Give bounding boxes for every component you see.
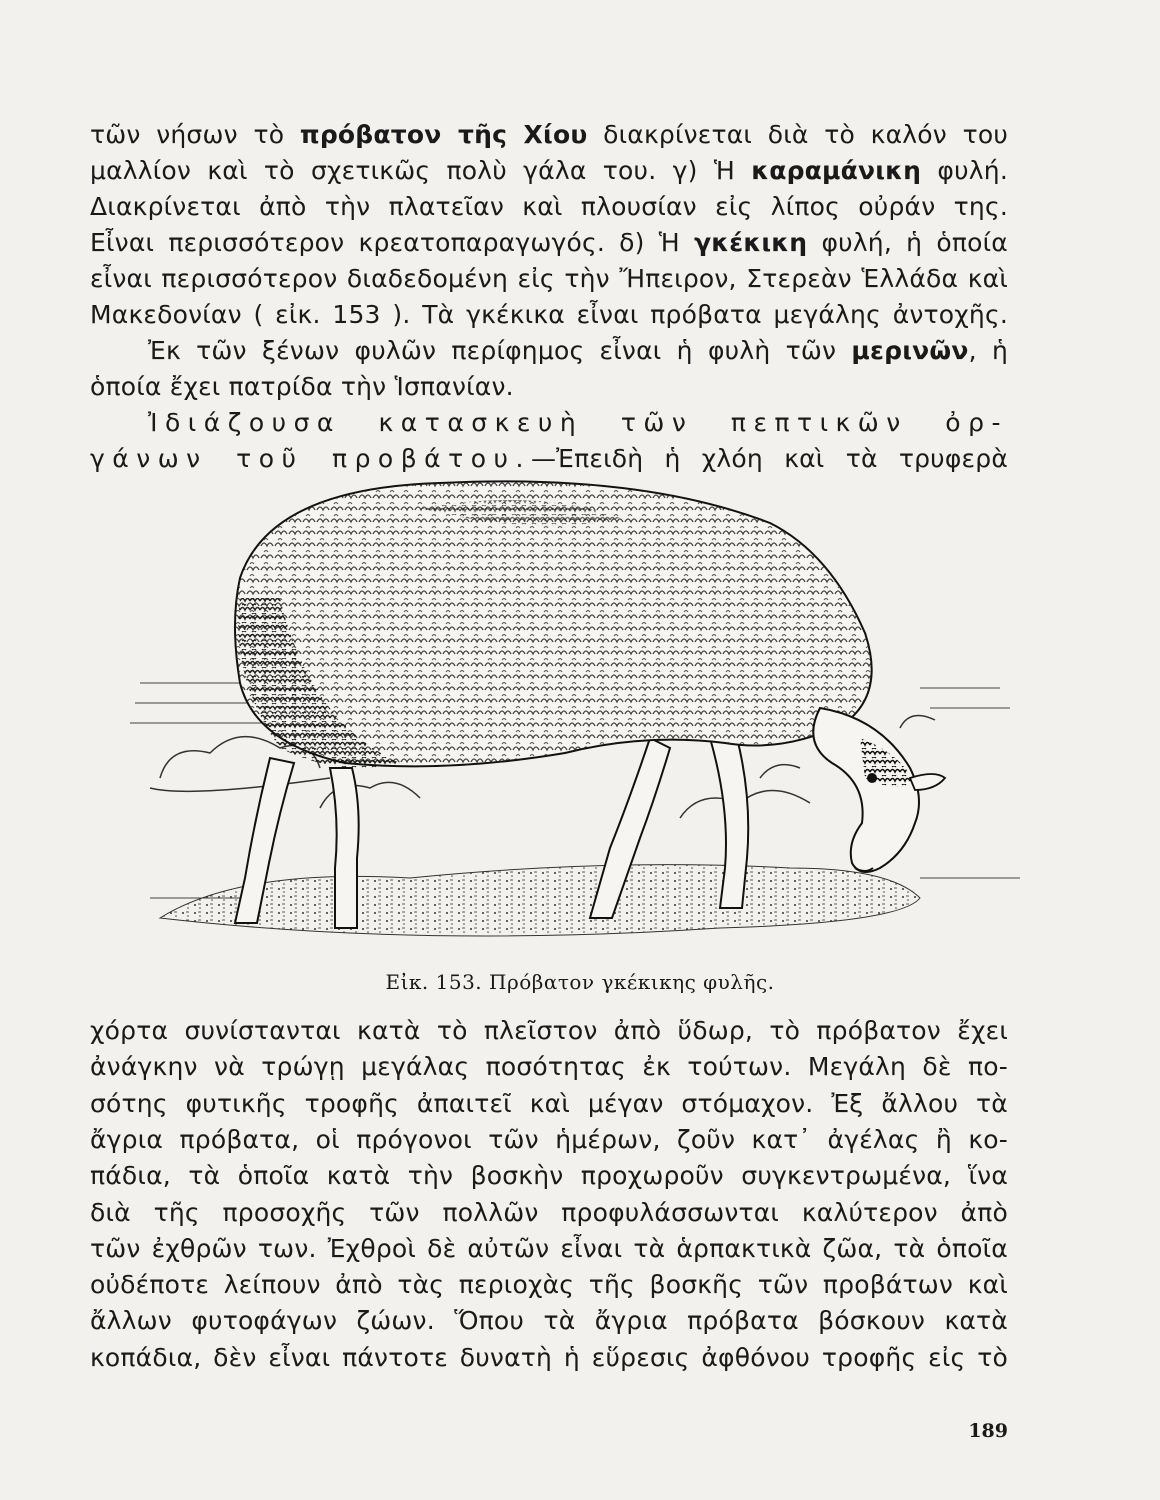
text-line: ἄγρια πρόβατα, οἱ πρόγονοι τῶν ἡμέρων, ζοῦν κατ᾽ ἀγέλας ἢ κο- [90, 1124, 1008, 1154]
text-line [90, 225, 1008, 261]
text-line [90, 117, 1008, 153]
figure-sheep [120, 478, 1030, 958]
text-line: πάδια, τὰ ὁποῖα κατὰ τὴν βοσκὴν προχωροῦν συγκεντρωμένα, ἵνα [90, 1161, 1008, 1191]
text-run: Εἶναι περισσότερον κρεατοπαραγωγός. δ) Ἡ [90, 228, 695, 257]
text-line [90, 189, 1008, 225]
text-line [148, 405, 1008, 441]
text-line: τῶν ἐχθρῶν των. Ἐχθροὶ δὲ αὐτῶν εἶναι τὰ ἁρπακτικὰ ζῶα, τὰ ὁποῖα [90, 1233, 1008, 1263]
spaced-heading: γάνων τοῦ προβάτου. [90, 444, 531, 473]
text-run: τῶν νήσων τὸ [90, 120, 300, 149]
text-line: οὐδέποτε λείπουν ἀπὸ τὰς περιοχὰς τῆς βοσκῆς τῶν προβάτων καὶ [90, 1270, 1008, 1300]
text-run: μαλλίον καὶ τὸ σχετικῶς πολὺ γάλα του. γ) Ἡ [90, 156, 752, 185]
sheep-engraving-icon [120, 478, 1030, 958]
text-line [90, 369, 1008, 405]
text-line: ἀνάγκην νὰ τρώγῃ μεγάλας ποσότητας ἐκ τούτων. Μεγάλη δὲ πο- [90, 1052, 1008, 1082]
bold-term: γκέκικη [694, 228, 808, 257]
bold-term: πρόβατον τῆς Χίου [299, 120, 588, 149]
text-line: ἄλλων φυτοφάγων ζώων. Ὅπου τὰ ἄγρια πρόβατα βόσκουν κατὰ [90, 1306, 1008, 1336]
text-run: Ἐκ τῶν ξένων φυλῶν περίφημος εἶναι ἡ φυλὴ τῶν [148, 336, 852, 365]
text-line [90, 153, 1008, 189]
text-run: , ἡ [968, 336, 1008, 365]
text-line: χόρτα συνίστανται κατὰ τὸ πλεῖστον ἀπὸ ὕδωρ, τὸ πρόβατον ἔχει [90, 1016, 1008, 1045]
spaced-heading: Ἰδιάζουσα κατασκευὴ τῶν πεπτικῶν ὀρ- [148, 408, 1008, 437]
page-number: 189 [968, 1420, 1008, 1442]
text-line: διὰ τῆς προσοχῆς τῶν πολλῶν προφυλάσσωνται καλύτερον ἀπὸ [90, 1197, 1008, 1227]
bold-term: καραμάνικη [751, 156, 922, 185]
text-line [90, 441, 1008, 477]
text-run: ὁποία ἔχει πατρίδα τὴν Ἱσπανίαν. [90, 372, 514, 401]
text-line [90, 261, 1008, 297]
text-run: φυλή, ἡ ὁποία [807, 228, 1008, 257]
bold-term: μερινῶν [851, 336, 969, 365]
text-run: φυλή. [921, 156, 1008, 185]
text-line: κοπάδια, δὲν εἶναι πάντοτε δυνατὴ ἡ εὕρεσις ἀφθόνου τροφῆς εἰς τὸ [90, 1342, 1008, 1372]
text-run: —Ἐπειδὴ ἡ χλόη καὶ τὰ τρυφερὰ [530, 444, 1008, 473]
text-line [90, 297, 1008, 333]
text-line: σότης φυτικῆς τροφῆς ἀπαιτεῖ καὶ μέγαν στόμαχον. Ἐξ ἄλλου τὰ [90, 1088, 1008, 1118]
figure-caption: Εἰκ. 153. Πρόβατον γκέκικης φυλῆς. [385, 970, 775, 994]
text-run: εἶναι περισσότερον διαδεδομένη εἰς τὴν Ἤπειρον, Στερεὰν Ἑλλάδα καὶ [90, 264, 1008, 293]
text-line [148, 333, 1008, 369]
text-run: διακρίνεται διὰ τὸ καλόν του [587, 120, 1008, 149]
text-run: Μακεδονίαν ( εἰκ. 153 ). Τὰ γκέκικα εἶναι πρόβατα μεγάλης ἀντοχῆς. [90, 300, 1008, 329]
text-run: Διακρίνεται ἀπὸ τὴν πλατεῖαν καὶ πλουσίαν εἰς λίπος οὐράν της. [90, 192, 1008, 221]
